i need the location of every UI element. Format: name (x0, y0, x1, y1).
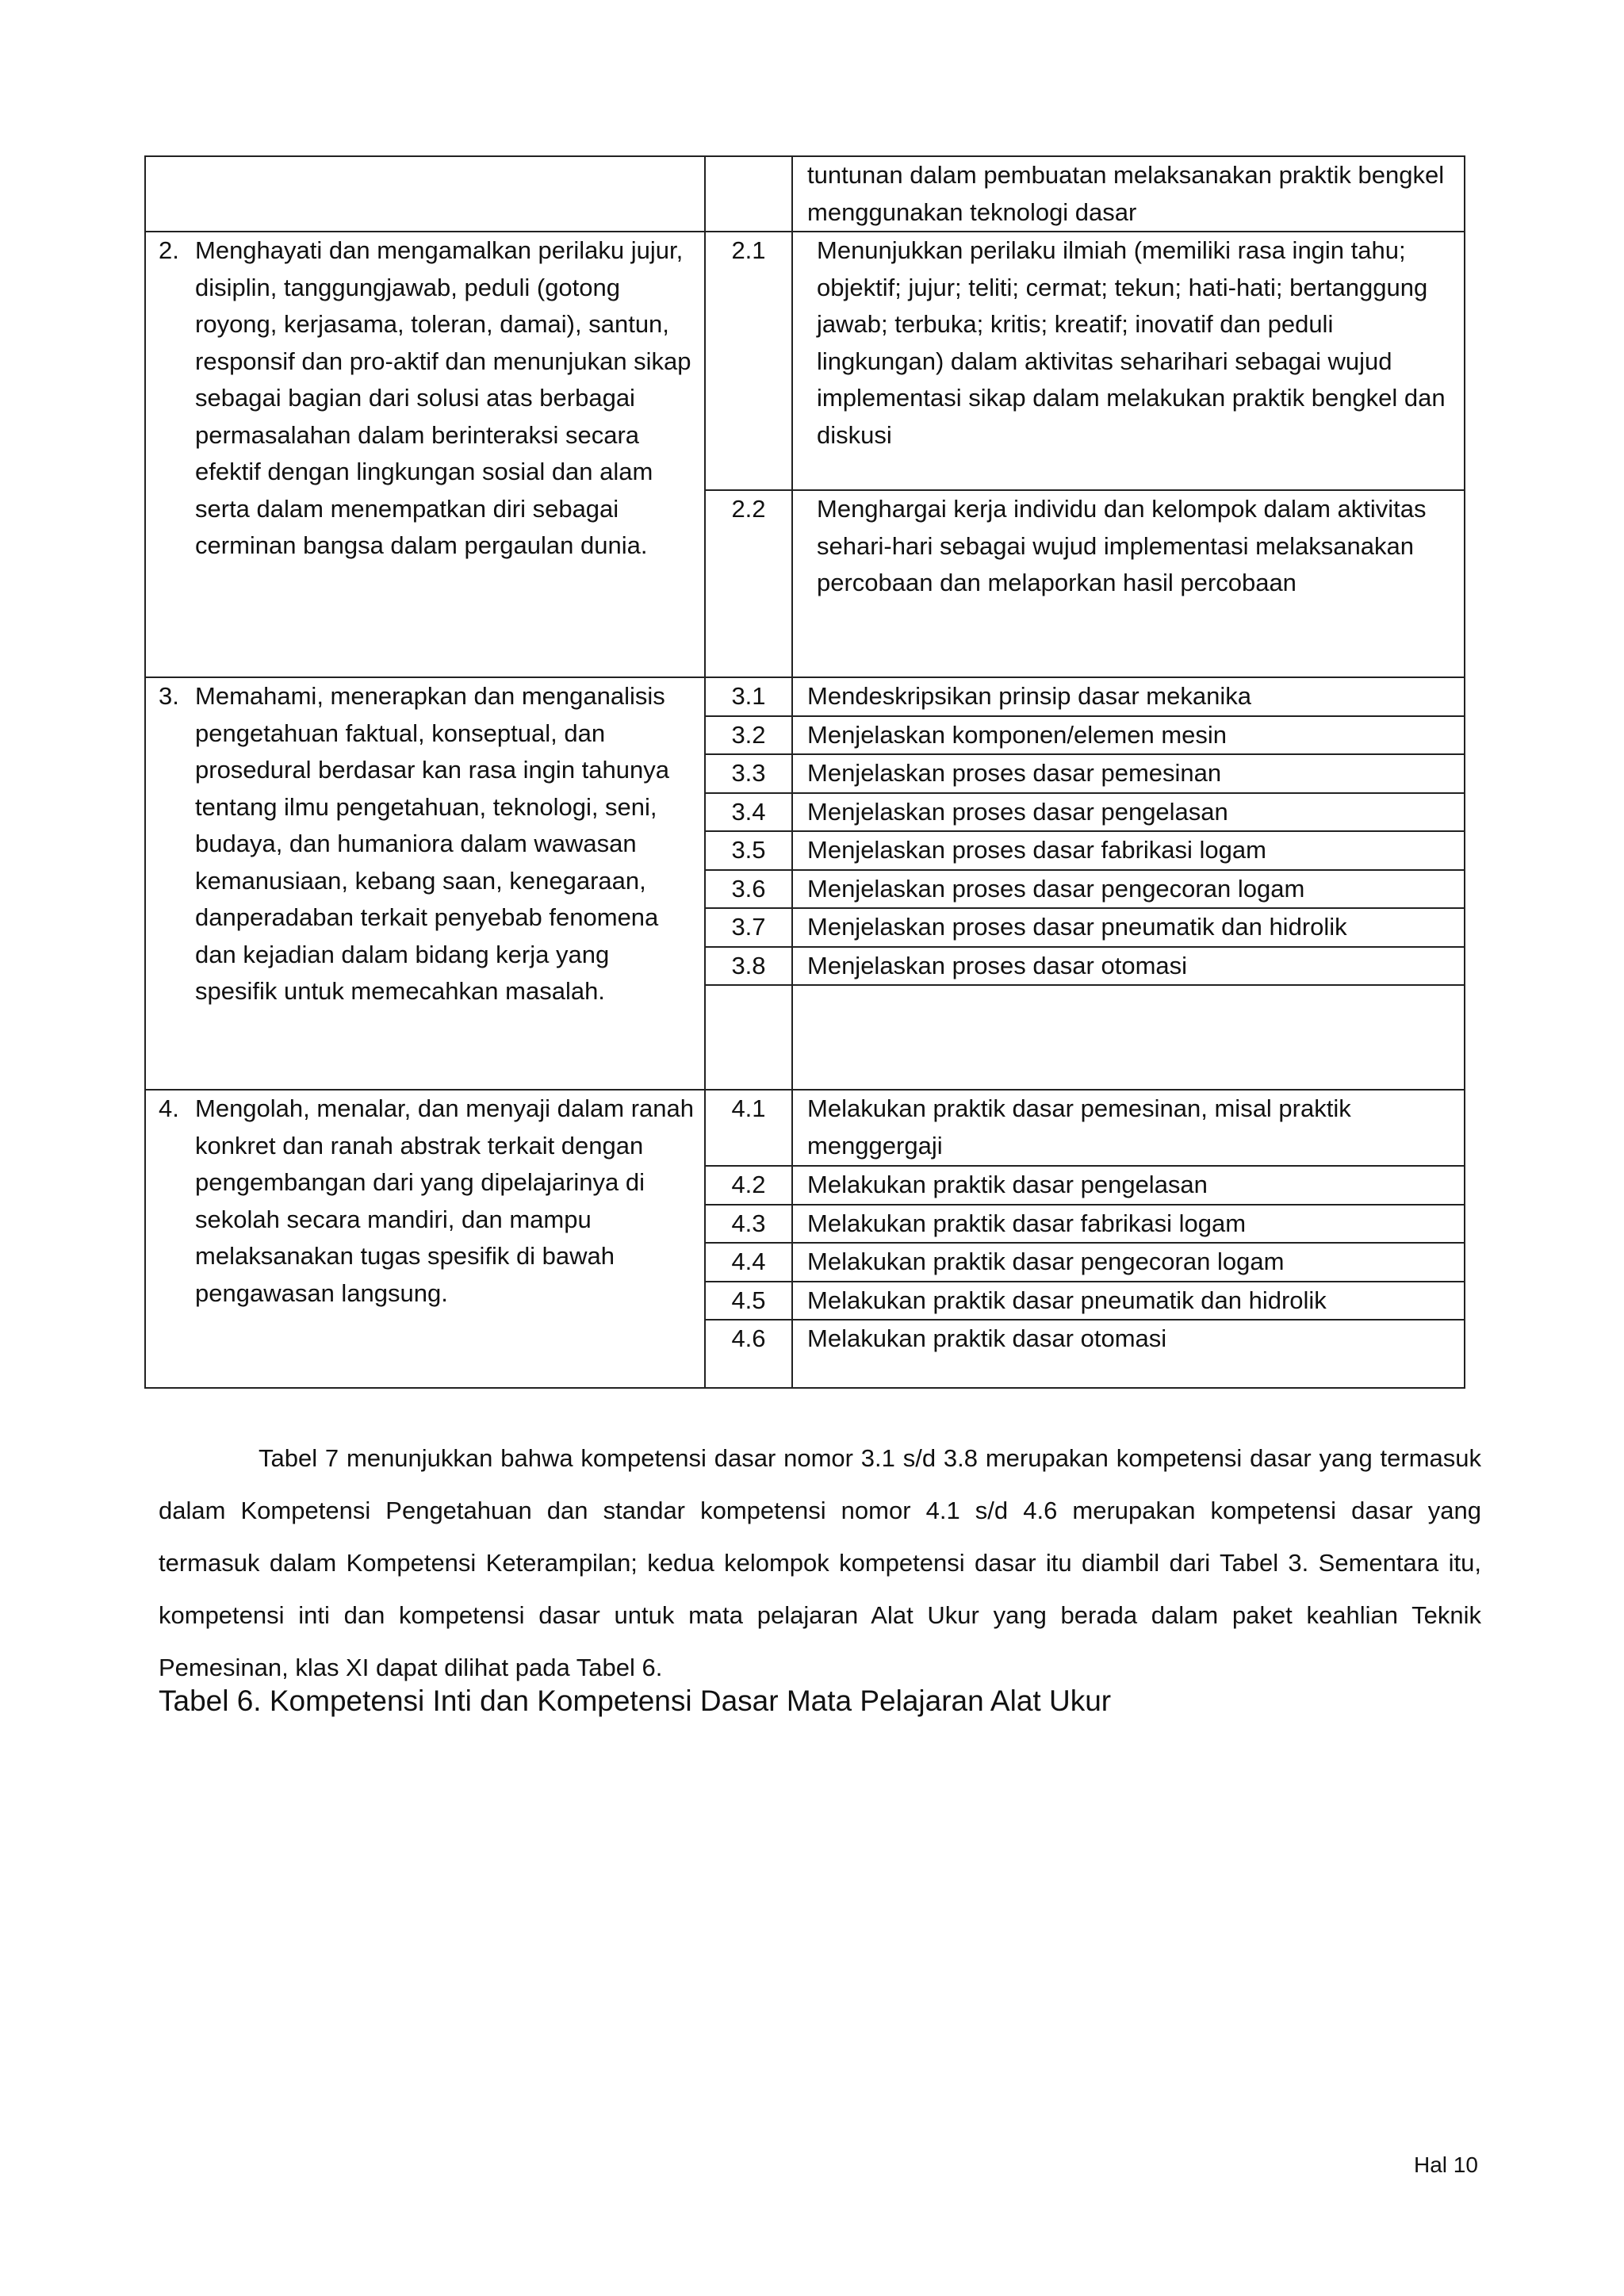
kd-code: 4.6 (705, 1320, 792, 1388)
kd-code: 2.2 (705, 490, 792, 677)
kd-description: Menjelaskan proses dasar pneumatik dan hidrolik (792, 908, 1465, 947)
ki-number: 2. (159, 236, 179, 264)
kd-code: 4.4 (705, 1243, 792, 1282)
kd-description: Mendeskripsikan prinsip dasar mekanika (792, 677, 1465, 716)
kd-description: Menjelaskan proses dasar otomasi (792, 947, 1465, 986)
kd-description: Menjelaskan proses dasar pengecoran logam (792, 870, 1465, 909)
kd-description: Menghargai kerja individu dan kelompok dalam aktivitas sehari-hari sebagai wujud implementasi melaksanakan percobaan dan melaporkan hasil percobaan (817, 495, 1427, 596)
kd-code: 3.6 (705, 870, 792, 909)
body-paragraph: Tabel 7 menunjukkan bahwa kompetensi dasar nomor 3.1 s/d 3.8 merupakan kompetensi dasar yang termasuk dalam Kompetensi Pengetahuan dan standar kompetensi nomor 4.1 s/d 4.6 merupakan kompetensi dasar yang termasuk dalam Kompetensi Keterampilan; kedua kelompok kompetensi dasar itu diambil dari Tabel 3. Sementara itu, kompetensi inti dan kompetensi dasar untuk mata pelajaran Alat Ukur yang berada dalam paket keahlian Teknik Pemesinan, klas XI dapat dilihat pada Tabel 6. (159, 1444, 1481, 1681)
page-number: Hal 10 (1414, 2152, 1478, 2177)
kd-description: Melakukan praktik dasar otomasi (792, 1320, 1465, 1388)
table-row (145, 156, 1465, 232)
kd-description: Menjelaskan komponen/elemen mesin (792, 716, 1465, 755)
kd-description: Menjelaskan proses dasar pemesinan (792, 754, 1465, 793)
kd-description: Melakukan praktik dasar fabrikasi logam (792, 1205, 1465, 1244)
kd-description: Melakukan praktik dasar pengelasan (792, 1166, 1465, 1205)
kd-code: 2.1 (705, 232, 792, 490)
kd-code-cell-empty (705, 985, 792, 1090)
ki-text: Memahami, menerapkan dan menganalisis pengetahuan faktual, konseptual, dan prosedural berdasar kan rasa ingin tahunya tentang ilmu pengetahuan, teknologi, seni, budaya, dan humaniora dalam wawasan kemanusiaan, kebang saan, kenegaraan, danperadaban terkait penyebab fenomena dan kejadian dalam bidang kerja yang spesifik untuk memecahkan masalah. (195, 682, 669, 1005)
ki-number: 4. (159, 1094, 179, 1122)
kd-code: 4.3 (705, 1205, 792, 1244)
kd-code: 3.8 (705, 947, 792, 986)
ki-text: Menghayati dan mengamalkan perilaku jujur, disiplin, tanggungjawab, peduli (gotong royong, kerjasama, toleran, damai), santun, responsif dan pro-aktif dan menunjukan sikap sebagai bagian dari solusi atas berbagai permasalahan dalam berinteraksi secara efektif dengan lingkungan sosial dan alam serta dalam menempatkan diri sebagai cerminan bangsa dalam pergaulan dunia. (195, 236, 691, 559)
ki-text: Mengolah, menalar, dan menyaji dalam ranah konkret dan ranah abstrak terkait dengan pengembangan dari yang dipelajarinya di sekolah secara mandiri, dan mampu melaksanakan tugas spesifik di bawah pengawasan langsung. (195, 1094, 694, 1307)
table-row (145, 1090, 1465, 1166)
kd-code-cell-empty (705, 156, 792, 232)
kd-code: 4.2 (705, 1166, 792, 1205)
kd-code: 3.1 (705, 677, 792, 716)
kd-code: 3.7 (705, 908, 792, 947)
kd-code: 3.2 (705, 716, 792, 755)
competency-table (144, 155, 1465, 1389)
kd-code: 3.3 (705, 754, 792, 793)
ki-cell (145, 1090, 705, 1388)
kd-description: Menjelaskan proses dasar pengelasan (792, 793, 1465, 832)
kd-description: Menjelaskan proses dasar fabrikasi logam (792, 831, 1465, 870)
kd-code: 3.4 (705, 793, 792, 832)
kd-code: 4.5 (705, 1282, 792, 1320)
ki-cell (145, 232, 705, 677)
kd-description-empty (792, 985, 1465, 1090)
kd-description: Menunjukkan perilaku ilmiah (memiliki rasa ingin tahu; objektif; jujur; teliti; cermat; tekun; hati-hati; bertanggung jawab; terbuka; kritis; kreatif; inovatif dan peduli lingkungan) dalam aktivitas seharihari sebagai wujud implementasi sikap dalam melakukan praktik bengkel dan diskusi (817, 236, 1446, 449)
kd-description: Melakukan praktik dasar pneumatik dan hidrolik (792, 1282, 1465, 1320)
kd-description: Melakukan praktik dasar pengecoran logam (792, 1243, 1465, 1282)
kd-code: 3.5 (705, 831, 792, 870)
kd-code: 4.1 (705, 1090, 792, 1166)
ki-cell-empty (145, 156, 705, 232)
table-row (145, 232, 1465, 490)
ki-cell (145, 677, 705, 1090)
kd-description: Melakukan praktik dasar pemesinan, misal praktik menggergaji (792, 1090, 1465, 1166)
table-row (145, 677, 1465, 716)
kd-description: tuntunan dalam pembuatan melaksanakan praktik bengkel menggunakan teknologi dasar (792, 156, 1465, 232)
table-caption: Tabel 6. Kompetensi Inti dan Kompetensi Dasar Mata Pelajaran Alat Ukur (159, 1685, 1112, 1717)
ki-number: 3. (159, 682, 179, 710)
